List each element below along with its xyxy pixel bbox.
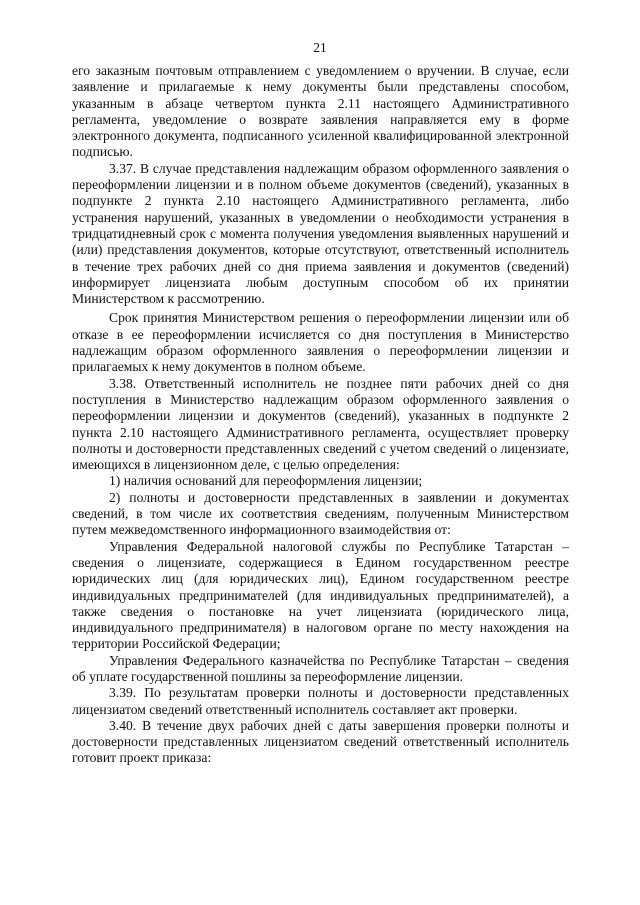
list-item: 2) полноты и достоверности представленных в заявлении и документах сведений, в том числе их соответствия сведениям, полученным Министерством путем межведомственного информационного взаимодействия от: xyxy=(72,489,569,538)
list-item: 1) наличия оснований для переоформления лицензии; xyxy=(109,473,423,489)
paragraph: 3.40. В течение двух рабочих дней с даты завершения проверки полноты и достоверности представленных лицензиатом сведений ответственный исполнитель готовит проект приказа: xyxy=(72,717,569,766)
paragraph: 3.39. По результатам проверки полноты и достоверности представленных лицензиатом сведений ответственный исполнитель составляет акт проверки. xyxy=(72,685,569,717)
paragraph: Управления Федеральной налоговой службы по Республике Татарстан – сведения о лицензиате, содержащиеся в Едином государственном реестре юридических лиц (для юридических лиц), Едином государственном реестре индивидуальных предпринимателей (для индивидуальных предпринимателей), а также сведения о постановке на учет лицензиата (юридического лица, индивидуального предпринимателя) в налоговом органе по месту нахождения на территории Российской Федерации; xyxy=(72,538,569,652)
paragraph: Управления Федерального казначейства по Республике Татарстан – сведения об уплате государственной пошлины за переоформление лицензии. xyxy=(72,652,569,684)
paragraph: 3.38. Ответственный исполнитель не позднее пяти рабочих дней со дня поступления в Министерство надлежащим образом оформленного заявления о переоформлении лицензии и документов (сведений), указанных в подпункте 2 пункта 2.10 настоящего Административного регламента, осуществляет проверку полноты и достоверности представленных сведений с учетом сведений о лицензиате, имеющихся в лицензионном деле, с целью определения: xyxy=(72,375,569,473)
paragraph: его заказным почтовым отправлением с уведомлением о вручении. В случае, если заявление и прилагаемые к нему документы были представлены способом, указанным в абзаце четвертом пункта 2.11 настоящего Административного регламента, уведомление о возврате заявления направляется ему в форме электронного документа, подписанного усиленной квалифицированной электронной подписью. xyxy=(72,63,569,160)
paragraph: Срок принятия Министерством решения о переоформлении лицензии или об отказе в ее переоформлении исчисляется со дня поступления в Министерство надлежащим образом оформленного заявления о переоформлении лицензии и прилагаемых к нему документов в полном объеме. xyxy=(72,310,569,375)
page-number: 21 xyxy=(313,40,327,55)
paragraph: 3.37. В случае представления надлежащим образом оформленного заявления о переоформлении лицензии и в полном объеме документов (сведений), указанных в подпункте 2 пункта 2.10 настоящего Административного регламента, либо устранения нарушений, указанных в уведомлении о необходимости устранения в тридцатидневный срок с момента получения уведомления выявленных нарушений и (или) представления документов, которые отсутствуют, ответственный исполнитель в течение трех рабочих дней со дня приема заявления и документов (сведений) информирует лицензиата любым доступным способом об их принятии Министерством к рассмотрению. xyxy=(72,160,569,307)
document-body xyxy=(72,63,569,767)
